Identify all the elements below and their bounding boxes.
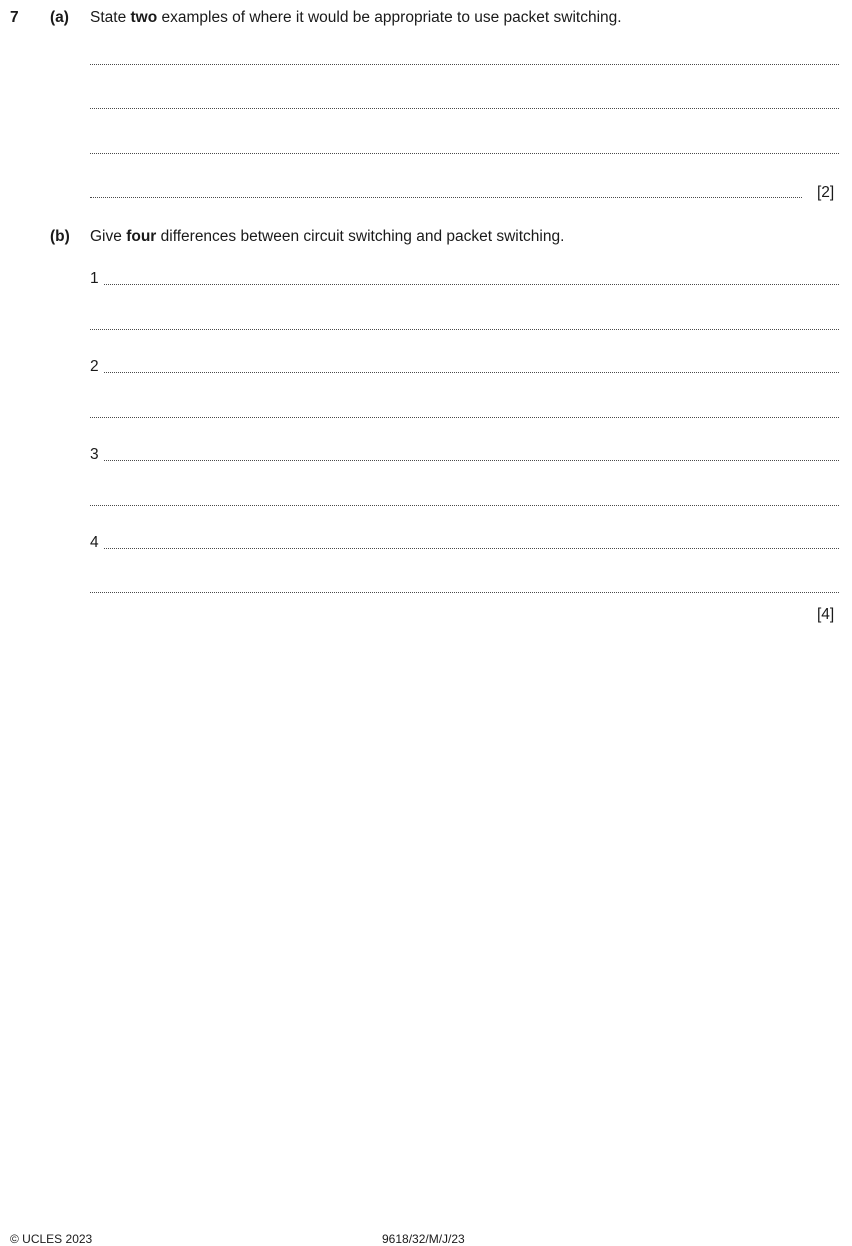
answer-line-b1-2[interactable] xyxy=(90,329,839,330)
answer-line-b3-1[interactable] xyxy=(104,460,839,461)
answer-line-a1[interactable] xyxy=(90,64,839,65)
part-b-question-text: Give four differences between circuit switching and packet switching. xyxy=(90,228,565,245)
answer-line-a2[interactable] xyxy=(90,108,839,109)
question-number: 7 xyxy=(10,9,19,26)
part-b-label: (b) xyxy=(50,228,70,245)
answer-line-b2-2[interactable] xyxy=(90,417,839,418)
item-number-3: 3 xyxy=(90,446,99,463)
item-number-2: 2 xyxy=(90,358,99,375)
answer-line-b4-1[interactable] xyxy=(104,548,839,549)
answer-line-b3-2[interactable] xyxy=(90,505,839,506)
marks-part-a: [2] xyxy=(817,184,835,201)
item-number-1: 1 xyxy=(90,270,99,287)
item-number-4: 4 xyxy=(90,534,99,551)
answer-line-b4-2[interactable] xyxy=(90,592,839,593)
part-a-label: (a) xyxy=(50,9,69,26)
answer-line-b2-1[interactable] xyxy=(104,372,839,373)
footer-paper-code: 9618/32/M/J/23 xyxy=(382,1232,465,1246)
answer-line-a4[interactable] xyxy=(90,197,802,198)
footer-copyright: © UCLES 2023 xyxy=(10,1232,93,1246)
answer-line-b1-1[interactable] xyxy=(104,284,839,285)
answer-line-a3[interactable] xyxy=(90,153,839,154)
part-a-question-text: State two examples of where it would be appropriate to use packet switching. xyxy=(90,9,622,26)
marks-part-b: [4] xyxy=(817,606,835,623)
